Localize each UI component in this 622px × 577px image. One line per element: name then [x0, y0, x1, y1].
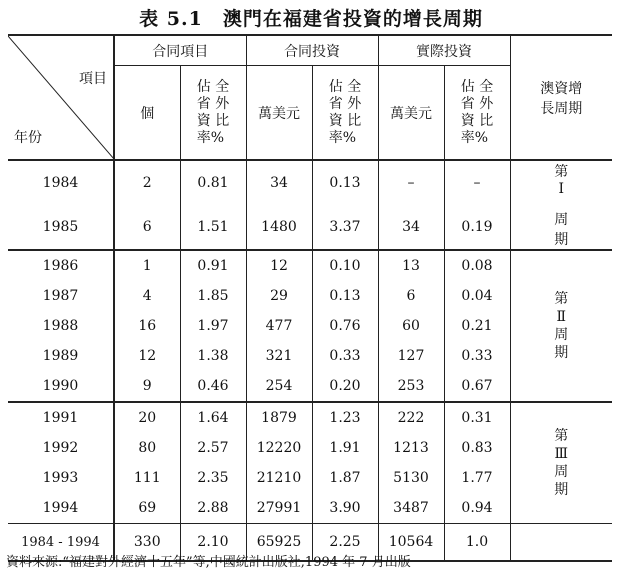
year-cell: 1993 — [8, 463, 114, 493]
count-cell: 4 — [114, 281, 180, 311]
period-header-line2: 長周期 — [540, 100, 583, 117]
count-pct-cell: 1.51 — [180, 205, 246, 250]
count-pct-cell: 0.91 — [180, 250, 246, 281]
actual-usd-cell: 5130 — [378, 463, 444, 493]
actual-pct-cell: 0.21 — [461, 318, 493, 334]
actual-pct-cell: 0.67 — [444, 371, 510, 402]
count-cell: 80 — [114, 433, 180, 463]
year-cell: 1984 — [8, 160, 114, 205]
actual-usd-cell: 127 — [378, 341, 444, 371]
pct-line: 資 比 — [196, 112, 230, 129]
pct-line: 率% — [196, 129, 225, 146]
pct-line: 率% — [328, 129, 357, 146]
pct-line: 佔 全 — [328, 78, 362, 95]
actual-usd-cell: 13 — [378, 250, 444, 281]
pct-line: 省 外 — [196, 95, 230, 112]
count-cell: 6 — [114, 205, 180, 250]
actual-usd-cell: 1213 — [378, 433, 444, 463]
count-cell: 16 — [114, 311, 180, 341]
actual-usd-cell: 253 — [378, 371, 444, 402]
contract-pct-cell: 0.76 — [312, 311, 378, 341]
actual-pct-cell: 1.77 — [461, 470, 493, 486]
period-header-line1: 澳資增 — [540, 80, 583, 97]
total-period-cell — [510, 524, 612, 562]
contract-pct-cell: 1.87 — [312, 463, 378, 493]
contract-pct-cell: 0.33 — [312, 341, 378, 371]
year-cell: 1990 — [8, 371, 114, 402]
total-contract-pct-cell: 2.25 — [312, 524, 378, 562]
group-actual-investment: 實際投資 — [378, 35, 510, 66]
contract-pct-cell: 3.90 — [312, 493, 378, 524]
header-row-groups — [8, 35, 612, 66]
count-cell: 9 — [114, 371, 180, 402]
contract-pct-cell: 1.91 — [312, 433, 378, 463]
count-pct-cell: 1.38 — [180, 341, 246, 371]
contract-usd-cell: 321 — [246, 341, 312, 371]
table-row — [8, 250, 612, 281]
contract-pct-cell: 0.13 — [312, 281, 378, 311]
actual-pct-cell: 0.31 — [461, 410, 493, 426]
count-cell: 20 — [114, 402, 180, 433]
period-2-label: 第Ⅱ周期 — [554, 291, 569, 361]
count-pct-cell: 2.35 — [180, 463, 246, 493]
period-2-cell — [510, 250, 612, 402]
actual-usd-cell: 60 — [378, 311, 444, 341]
contract-usd-cell: 27991 — [246, 493, 312, 524]
contract-pct-cell: 0.20 — [312, 371, 378, 402]
table-row — [8, 402, 612, 433]
count-cell: 1 — [114, 250, 180, 281]
actual-pct-cell: 0.08 — [461, 258, 493, 274]
count-cell: 69 — [114, 493, 180, 524]
year-cell: 1992 — [8, 433, 114, 463]
group-contract-projects: 合同項目 — [114, 35, 246, 66]
year-cell: 1988 — [8, 311, 114, 341]
group-contract-investment: 合同投資 — [246, 35, 378, 66]
year-cell: 1985 — [8, 205, 114, 250]
pct-line: 率% — [460, 129, 489, 146]
contract-pct-cell: 0.13 — [312, 160, 378, 205]
contract-usd-cell: 1879 — [246, 402, 312, 433]
table-title: 表 5.1 澳門在福建省投資的增長周期 — [139, 8, 483, 30]
count-pct-cell: 0.46 — [180, 371, 246, 402]
total-year-cell: 1984 - 1994 — [8, 524, 114, 562]
contract-usd-cell: 34 — [246, 160, 312, 205]
pct-line: 省 外 — [460, 95, 494, 112]
actual-usd-cell: 222 — [378, 402, 444, 433]
sub-contract-pct — [312, 66, 378, 161]
contract-usd-cell: 29 — [246, 281, 312, 311]
count-pct-cell: 0.81 — [180, 160, 246, 205]
count-cell: 111 — [114, 463, 180, 493]
total-actual-usd-cell: 10564 — [378, 524, 444, 562]
source-note: 資料來源:“福建對外經濟十五年”等,中國統計出版社,1994 年 7 月出版 — [6, 555, 411, 570]
actual-pct-cell: 0.33 — [461, 348, 493, 364]
year-cell: 1991 — [8, 402, 114, 433]
pct-line: 資 比 — [328, 112, 362, 129]
contract-usd-cell: 1480 — [246, 205, 312, 250]
sub-count: 個 — [114, 66, 180, 161]
contract-usd-cell: 477 — [246, 311, 312, 341]
actual-usd-cell: 3487 — [378, 493, 444, 524]
period-1-cell — [510, 160, 622, 250]
contract-usd-cell: 12220 — [246, 433, 312, 463]
contract-usd-cell: 12 — [246, 250, 312, 281]
pct-line: 省 外 — [328, 95, 362, 112]
sub-contract-usd: 萬美元 — [246, 66, 312, 161]
actual-pct-cell: 0.04 — [461, 288, 493, 304]
year-label: 年份 — [14, 130, 42, 146]
count-cell: 2 — [114, 160, 180, 205]
period-3-label: 第Ⅲ周期 — [554, 428, 569, 498]
actual-usd-cell: 6 — [378, 281, 444, 311]
period-column-header — [510, 35, 612, 160]
actual-pct-cell: – — [473, 175, 481, 191]
pct-line: 佔 全 — [196, 78, 230, 95]
item-label: 項目 — [79, 71, 107, 87]
count-pct-cell: 1.85 — [180, 281, 246, 311]
period-1-line1: 第 Ⅰ — [554, 164, 622, 197]
contract-pct-cell: 1.23 — [312, 402, 378, 433]
actual-usd-cell: 34 — [378, 205, 444, 250]
year-cell: 1994 — [8, 493, 114, 524]
pct-line: 佔 全 — [460, 78, 494, 95]
year-cell: 1989 — [8, 341, 114, 371]
total-count-cell: 330 — [114, 524, 180, 562]
total-actual-pct-cell: 1.0 — [444, 524, 510, 562]
contract-pct-cell: 3.37 — [312, 205, 378, 250]
period-3-cell — [510, 402, 612, 524]
total-count-pct-cell: 2.10 — [180, 524, 246, 562]
year-cell: 1986 — [8, 250, 114, 281]
count-pct-cell: 2.88 — [180, 493, 246, 524]
year-cell: 1987 — [8, 281, 114, 311]
actual-usd-cell: – — [378, 160, 444, 205]
count-pct-cell: 1.97 — [180, 311, 246, 341]
investment-table — [8, 34, 622, 562]
sub-count-pct — [180, 66, 246, 161]
count-pct-cell: 2.57 — [180, 433, 246, 463]
period-1-line2: 周 期 — [554, 212, 622, 248]
pct-line: 資 比 — [460, 112, 494, 129]
count-cell: 12 — [114, 341, 180, 371]
contract-usd-cell: 254 — [246, 371, 312, 402]
sub-actual-usd: 萬美元 — [378, 66, 444, 161]
contract-usd-cell: 21210 — [246, 463, 312, 493]
contract-pct-cell: 0.10 — [312, 250, 378, 281]
diagonal-header-cell — [8, 35, 114, 160]
actual-pct-cell: 0.19 — [444, 205, 510, 250]
count-pct-cell: 1.64 — [180, 402, 246, 433]
total-contract-usd-cell: 65925 — [246, 524, 312, 562]
table-row — [8, 160, 612, 205]
sub-actual-pct — [444, 66, 510, 161]
actual-pct-cell: 0.83 — [461, 440, 493, 456]
actual-pct-cell: 0.94 — [461, 500, 493, 516]
